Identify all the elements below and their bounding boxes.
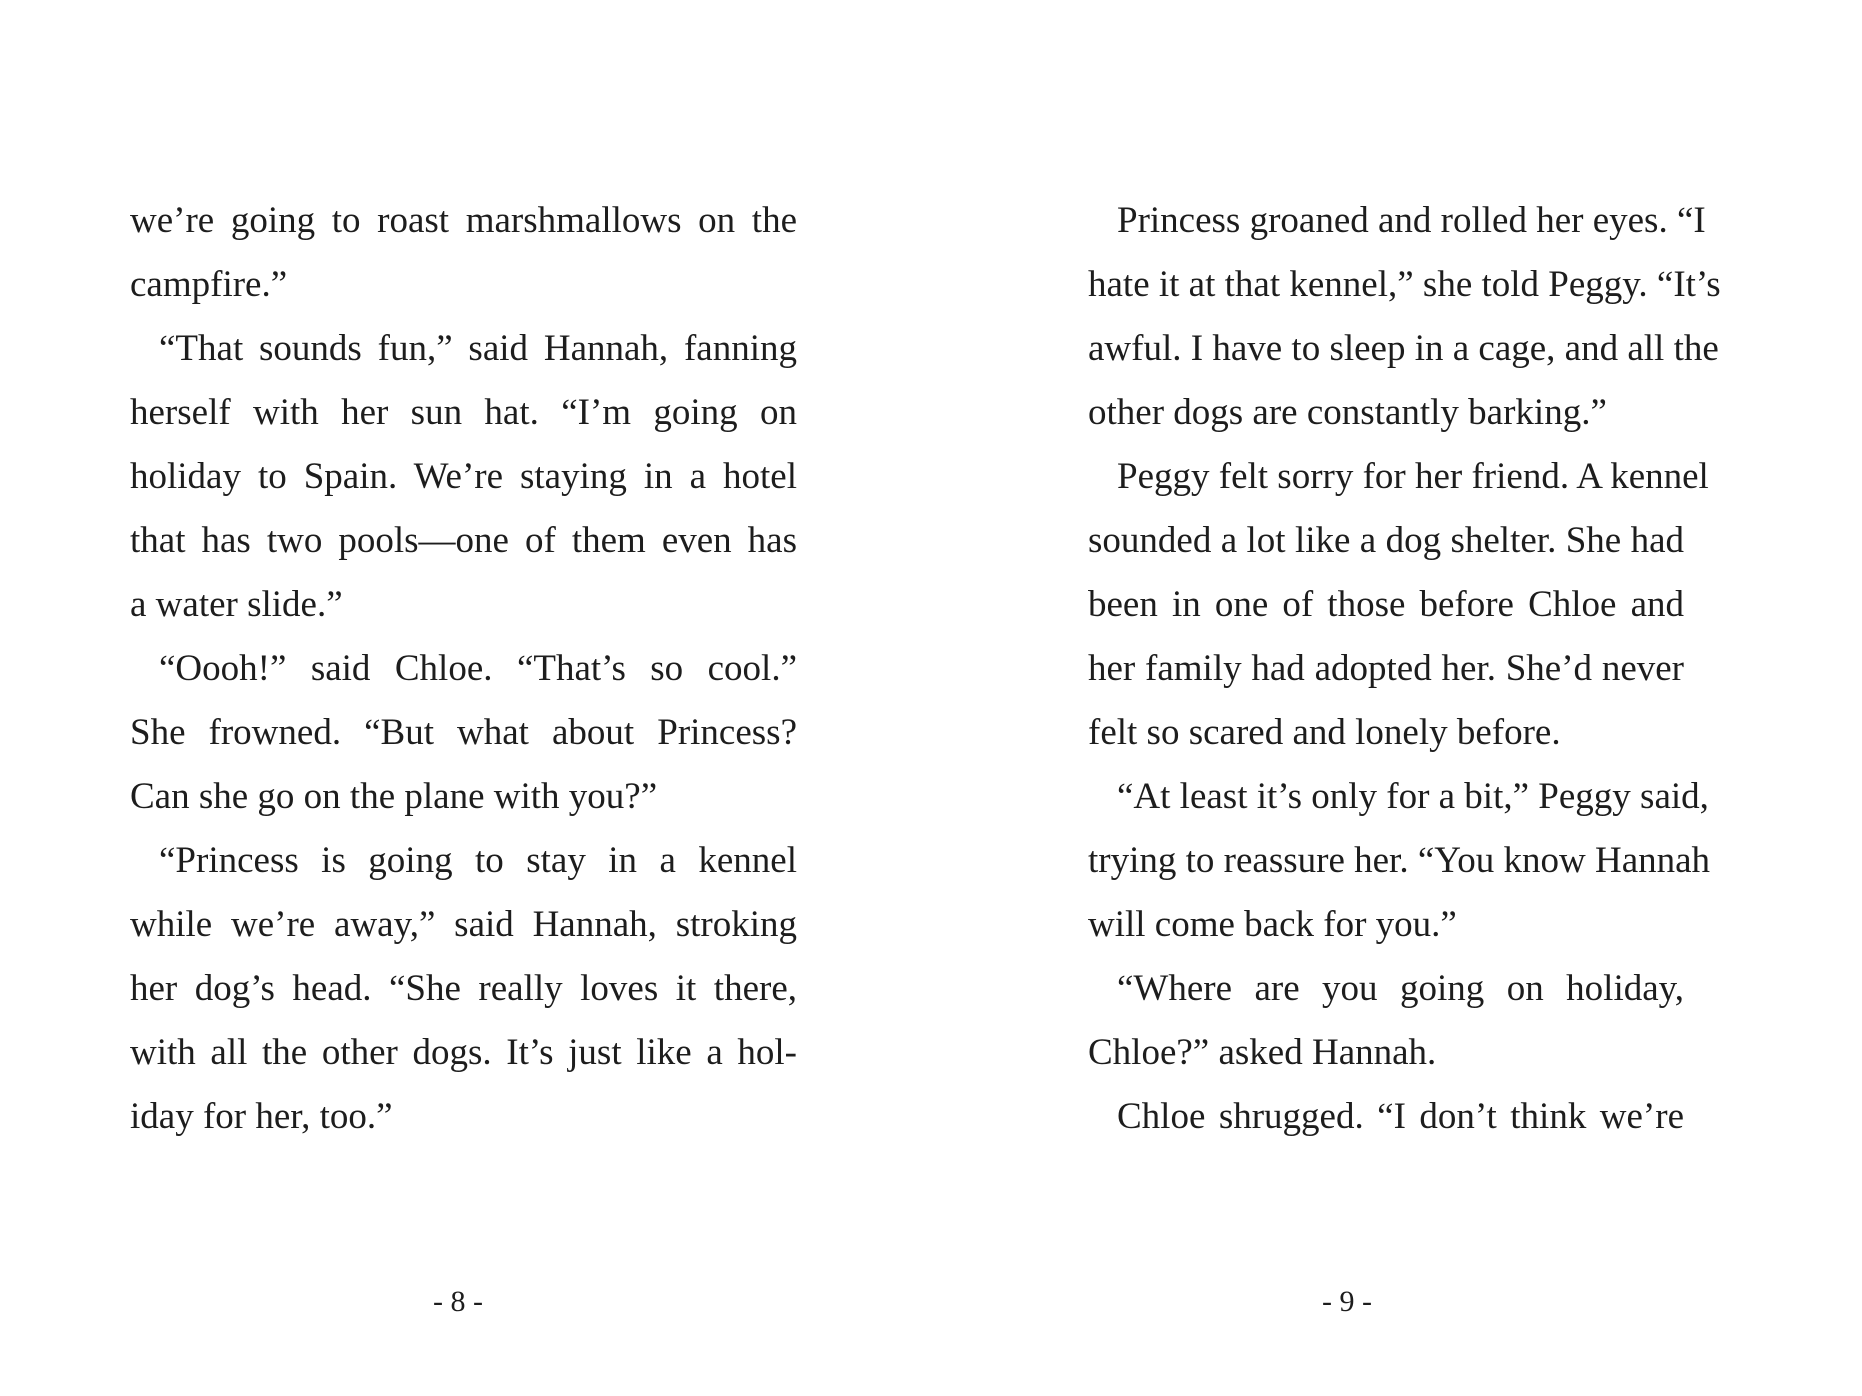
text-line: trying to reassure her. “You know Hannah	[1088, 840, 1711, 881]
left-page-number: - 8 -	[433, 1285, 483, 1318]
right-page	[931, 0, 1862, 1396]
text-line: “Princess is going to stay in a kennel	[159, 840, 797, 881]
text-line: her dog’s head. “She really loves it there,	[130, 968, 797, 1009]
text-line: Chloe?” asked Hannah.	[1088, 1032, 1437, 1073]
text-line: been in one of those before Chloe and	[1088, 584, 1684, 625]
text-line: “Where are you going on holiday,	[1117, 968, 1684, 1009]
text-line: felt so scared and lonely before.	[1088, 712, 1561, 753]
right-page-number: - 9 -	[1322, 1285, 1372, 1318]
text-line: a water slide.”	[130, 584, 343, 625]
text-line: her family had adopted her. She’d never	[1088, 648, 1684, 689]
text-line: She frowned. “But what about Princess?	[130, 712, 797, 753]
left-page-text	[130, 189, 797, 1149]
text-line: “Oooh!” said Chloe. “That’s so cool.”	[159, 648, 797, 689]
text-line: will come back for you.”	[1088, 904, 1457, 945]
text-line: iday for her, too.”	[130, 1096, 393, 1137]
text-line: Princess groaned and rolled her eyes. “I	[1117, 200, 1706, 241]
text-line: campfire.”	[130, 264, 288, 305]
text-line: Peggy felt sorry for her friend. A kennel	[1117, 456, 1709, 497]
text-line: Can she go on the plane with you?”	[130, 776, 658, 817]
text-line: we’re going to roast marshmallows on the	[130, 200, 797, 241]
text-line: while we’re away,” said Hannah, stroking	[130, 904, 797, 945]
text-line: herself with her sun hat. “I’m going on	[130, 392, 797, 433]
text-line: with all the other dogs. It’s just like a hol-	[130, 1032, 797, 1073]
text-line: awful. I have to sleep in a cage, and all the	[1088, 328, 1719, 369]
text-line: hate it at that kennel,” she told Peggy. “It’s	[1088, 264, 1721, 305]
right-page-text	[1088, 189, 1721, 1149]
text-line: other dogs are constantly barking.”	[1088, 392, 1607, 433]
text-line: “At least it’s only for a bit,” Peggy said,	[1117, 776, 1709, 817]
text-line: Chloe shrugged. “I don’t think we’re	[1117, 1096, 1684, 1137]
text-line: “That sounds fun,” said Hannah, fanning	[159, 328, 797, 369]
text-line: sounded a lot like a dog shelter. She had	[1088, 520, 1684, 561]
text-line: that has two pools—one of them even has	[130, 520, 797, 561]
text-line: holiday to Spain. We’re staying in a hotel	[130, 456, 797, 497]
